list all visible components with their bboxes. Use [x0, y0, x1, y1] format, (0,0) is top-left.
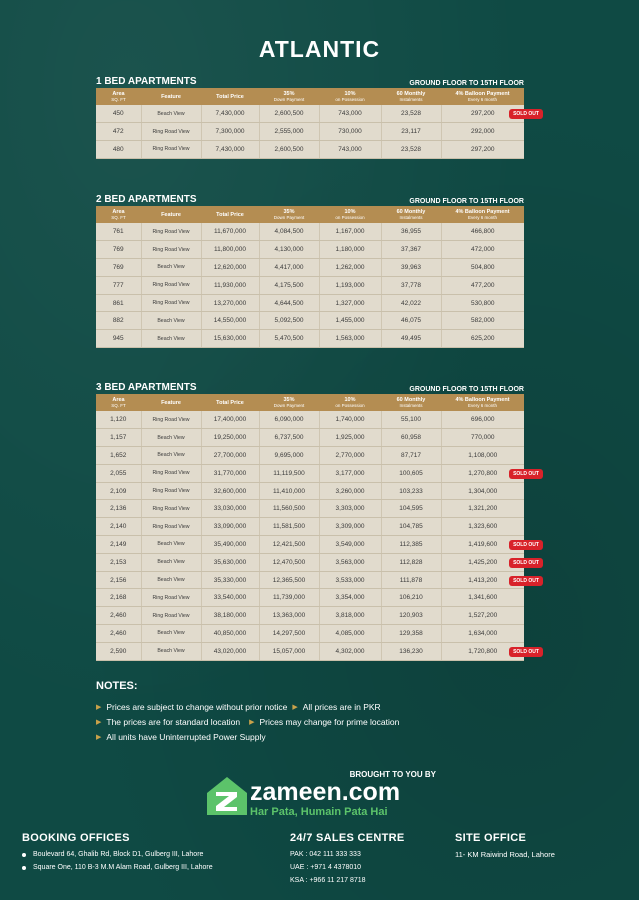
cell-down: 5,470,500	[259, 330, 319, 348]
cell-balloon	[441, 536, 539, 554]
cell-inst: 36,955	[381, 223, 441, 241]
table-row	[96, 447, 524, 465]
cell-balloon	[441, 241, 524, 259]
note-line	[96, 699, 399, 714]
note-item: The prices are for standard location	[106, 716, 241, 727]
col-feature: Feature	[141, 394, 201, 411]
cell-inst: 104,785	[381, 518, 441, 536]
table-row	[96, 518, 524, 536]
cell-down: 4,417,000	[259, 259, 319, 277]
table-header-row	[96, 88, 524, 105]
cell-down: 4,084,500	[259, 223, 319, 241]
table-header-row	[96, 206, 524, 223]
sold-out-badge: SOLD OUT	[509, 469, 543, 479]
cell-area: 769	[96, 259, 141, 277]
cell-feature: Beach View	[141, 259, 201, 277]
sold-out-badge: SOLD OUT	[509, 109, 543, 119]
cell-balloon-value: 504,800	[471, 263, 495, 271]
cell-poss: 3,309,000	[319, 518, 381, 536]
floor-range: GROUND FLOOR TO 15TH FLOOR	[409, 386, 524, 393]
cell-balloon-value: 466,800	[471, 228, 495, 236]
cell-down: 5,092,500	[259, 312, 319, 330]
cell-down: 6,737,500	[259, 429, 319, 447]
cell-total: 40,850,000	[201, 625, 259, 643]
cell-inst: 23,528	[381, 105, 441, 123]
cell-down: 13,363,000	[259, 607, 319, 625]
triangle-bullet-icon: ▶	[292, 703, 298, 711]
cell-balloon-value: 1,270,800	[468, 469, 498, 477]
cell-poss: 743,000	[319, 141, 381, 159]
cell-area: 1,120	[96, 411, 141, 429]
cell-area: 761	[96, 223, 141, 241]
cell-balloon	[441, 447, 524, 465]
cell-total: 33,030,000	[201, 500, 259, 518]
cell-down: 2,555,000	[259, 123, 319, 141]
col-possession: 10% on Possession	[319, 394, 381, 411]
section-title: 2 BED APARTMENTS	[96, 194, 197, 205]
cell-area: 882	[96, 312, 141, 330]
floor-range: GROUND FLOOR TO 15TH FLOOR	[409, 80, 524, 87]
table-row	[96, 464, 524, 482]
cell-total: 13,270,000	[201, 294, 259, 312]
section-header	[96, 191, 524, 205]
cell-feature: Ring Road View	[141, 482, 201, 500]
col-area: Area SQ. FT	[96, 206, 141, 223]
section-title: 1 BED APARTMENTS	[96, 76, 197, 87]
cell-poss: 4,085,000	[319, 625, 381, 643]
sales-title: 24/7 SALES CENTRE	[290, 832, 405, 844]
table-row	[96, 642, 524, 660]
cell-down: 15,057,000	[259, 642, 319, 660]
cell-area: 2,149	[96, 536, 141, 554]
cell-down: 11,410,000	[259, 482, 319, 500]
cell-total: 12,620,000	[201, 259, 259, 277]
booking-address-text: Boulevard 64, Ghalib Rd, Block D1, Gulberg III, Lahore	[33, 851, 204, 858]
cell-poss: 1,925,000	[319, 429, 381, 447]
cell-total: 14,550,000	[201, 312, 259, 330]
notes-section	[96, 680, 399, 744]
table-row	[96, 241, 524, 259]
cell-inst: 103,233	[381, 482, 441, 500]
cell-total: 33,540,000	[201, 589, 259, 607]
cell-feature: Ring Road View	[141, 411, 201, 429]
cell-feature: Beach View	[141, 571, 201, 589]
section-header	[96, 73, 524, 87]
apartment-section	[96, 191, 524, 348]
cell-down: 11,581,500	[259, 518, 319, 536]
cell-total: 7,430,000	[201, 141, 259, 159]
cell-balloon	[441, 276, 524, 294]
cell-feature: Ring Road View	[141, 607, 201, 625]
table-row	[96, 223, 524, 241]
booking-title: BOOKING OFFICES	[22, 832, 130, 844]
cell-area: 450	[96, 105, 141, 123]
triangle-bullet-icon: ▶	[96, 733, 102, 741]
cell-down: 12,365,500	[259, 571, 319, 589]
cell-feature: Beach View	[141, 625, 201, 643]
table-row	[96, 411, 524, 429]
col-instalments: 60 Monthly Instalments	[381, 394, 441, 411]
cell-feature: Beach View	[141, 429, 201, 447]
cell-balloon	[441, 553, 539, 571]
cell-balloon	[441, 105, 539, 123]
cell-feature: Beach View	[141, 642, 201, 660]
cell-total: 11,800,000	[201, 241, 259, 259]
table-row	[96, 429, 524, 447]
cell-total: 33,090,000	[201, 518, 259, 536]
cell-area: 2,153	[96, 553, 141, 571]
cell-balloon	[441, 411, 524, 429]
cell-total: 35,330,000	[201, 571, 259, 589]
col-area: Area SQ. FT	[96, 394, 141, 411]
cell-poss: 1,455,000	[319, 312, 381, 330]
cell-inst: 112,385	[381, 536, 441, 554]
brand-name: zameen.com	[250, 778, 401, 806]
cell-total: 35,630,000	[201, 553, 259, 571]
col-possession: 10% on Possession	[319, 206, 381, 223]
cell-area: 2,168	[96, 589, 141, 607]
cell-poss: 3,549,000	[319, 536, 381, 554]
cell-feature: Ring Road View	[141, 518, 201, 536]
cell-poss: 743,000	[319, 105, 381, 123]
cell-area: 861	[96, 294, 141, 312]
cell-area: 945	[96, 330, 141, 348]
cell-feature: Beach View	[141, 330, 201, 348]
cell-feature: Ring Road View	[141, 276, 201, 294]
cell-balloon	[441, 464, 539, 482]
cell-feature: Beach View	[141, 447, 201, 465]
cell-total: 38,180,000	[201, 607, 259, 625]
page-title: ATLANTIC	[258, 36, 381, 62]
table-row	[96, 123, 524, 141]
cell-feature: Ring Road View	[141, 500, 201, 518]
cell-down: 11,119,500	[259, 464, 319, 482]
col-total: Total Price	[201, 88, 259, 105]
cell-feature: Ring Road View	[141, 223, 201, 241]
cell-down: 9,695,000	[259, 447, 319, 465]
cell-area: 2,055	[96, 464, 141, 482]
cell-feature: Ring Road View	[141, 123, 201, 141]
cell-balloon-value: 696,000	[471, 416, 495, 424]
cell-balloon-value: 1,634,000	[468, 629, 498, 637]
table-row	[96, 482, 524, 500]
cell-poss: 3,563,000	[319, 553, 381, 571]
price-table	[96, 88, 539, 159]
cell-poss: 2,770,000	[319, 447, 381, 465]
cell-balloon-value: 1,419,600	[468, 540, 498, 548]
cell-poss: 3,260,000	[319, 482, 381, 500]
cell-balloon	[441, 429, 524, 447]
col-down: 35% Down Payment	[259, 394, 319, 411]
cell-poss: 1,193,000	[319, 276, 381, 294]
cell-total: 7,300,000	[201, 123, 259, 141]
cell-area: 2,590	[96, 642, 141, 660]
table-row	[96, 294, 524, 312]
cell-down: 4,644,500	[259, 294, 319, 312]
col-down: 35% Down Payment	[259, 206, 319, 223]
cell-feature: Beach View	[141, 105, 201, 123]
cell-total: 35,490,000	[201, 536, 259, 554]
col-feature: Feature	[141, 206, 201, 223]
cell-balloon-value: 1,108,000	[468, 451, 498, 459]
site-office	[455, 832, 555, 861]
cell-balloon-value: 1,413,200	[468, 576, 498, 584]
col-down: 35% Down Payment	[259, 88, 319, 105]
col-feature: Feature	[141, 88, 201, 105]
cell-poss: 3,177,000	[319, 464, 381, 482]
cell-total: 27,700,000	[201, 447, 259, 465]
sales-phone: PAK : 042 111 333 333	[290, 851, 361, 858]
table-row	[96, 330, 524, 348]
cell-poss: 1,563,000	[319, 330, 381, 348]
cell-balloon	[441, 259, 524, 277]
cell-feature: Ring Road View	[141, 241, 201, 259]
cell-balloon	[441, 642, 539, 660]
cell-inst: 39,963	[381, 259, 441, 277]
cell-down: 4,175,500	[259, 276, 319, 294]
col-total: Total Price	[201, 206, 259, 223]
table-row	[96, 276, 524, 294]
table-row	[96, 141, 524, 159]
cell-total: 11,930,000	[201, 276, 259, 294]
cell-balloon	[441, 294, 524, 312]
cell-down: 4,130,000	[259, 241, 319, 259]
cell-inst: 49,495	[381, 330, 441, 348]
cell-total: 7,430,000	[201, 105, 259, 123]
dot-bullet-icon	[22, 853, 26, 857]
cell-balloon-value: 1,341,600	[468, 594, 498, 602]
cell-balloon-value: 1,527,200	[468, 612, 498, 620]
col-balloon: 4% Balloon Payment Every 6 month	[441, 88, 524, 105]
table-row	[96, 312, 524, 330]
cell-area: 1,652	[96, 447, 141, 465]
cell-inst: 87,717	[381, 447, 441, 465]
cell-inst: 55,100	[381, 411, 441, 429]
sales-phone: UAE : +971 4 4378010	[290, 864, 362, 871]
cell-area: 2,140	[96, 518, 141, 536]
cell-balloon	[441, 330, 524, 348]
notes-title: NOTES:	[96, 680, 138, 692]
cell-balloon-value: 530,800	[471, 299, 495, 307]
apartment-section	[96, 379, 539, 661]
cell-balloon-value: 1,425,200	[468, 558, 498, 566]
cell-balloon-value: 770,000	[471, 434, 495, 442]
cell-area: 769	[96, 241, 141, 259]
cell-feature: Beach View	[141, 312, 201, 330]
cell-total: 15,630,000	[201, 330, 259, 348]
cell-balloon	[441, 141, 524, 159]
cell-balloon	[441, 625, 524, 643]
cell-balloon-value: 625,200	[471, 335, 495, 343]
cell-area: 2,109	[96, 482, 141, 500]
cell-balloon	[441, 518, 524, 536]
cell-balloon	[441, 482, 524, 500]
cell-inst: 100,605	[381, 464, 441, 482]
cell-feature: Beach View	[141, 553, 201, 571]
cell-inst: 37,367	[381, 241, 441, 259]
brand-tagline: Har Pata, Humain Pata Hai	[250, 806, 388, 818]
cell-balloon	[441, 312, 524, 330]
note-line	[96, 714, 399, 729]
cell-inst: 136,230	[381, 642, 441, 660]
cell-inst: 120,903	[381, 607, 441, 625]
sold-out-badge: SOLD OUT	[509, 647, 543, 657]
cell-inst: 112,828	[381, 553, 441, 571]
sold-out-badge: SOLD OUT	[509, 540, 543, 550]
cell-balloon-value: 477,200	[471, 281, 495, 289]
cell-balloon-value: 297,200	[471, 110, 495, 118]
triangle-bullet-icon: ▶	[96, 703, 102, 711]
table-row	[96, 571, 524, 589]
cell-inst: 37,778	[381, 276, 441, 294]
table-header-row	[96, 394, 524, 411]
table-row	[96, 589, 524, 607]
price-table	[96, 394, 539, 661]
cell-balloon-value: 1,304,000	[468, 487, 498, 495]
sold-out-badge: SOLD OUT	[509, 576, 543, 586]
note-item: Prices are subject to change without prior notice	[106, 701, 288, 712]
cell-total: 19,250,000	[201, 429, 259, 447]
cell-balloon	[441, 223, 524, 241]
section-title: 3 BED APARTMENTS	[96, 382, 197, 393]
booking-address-text: Square One, 110 B-3 M.M Alam Road, Gulberg III, Lahore	[33, 864, 213, 871]
cell-down: 14,297,500	[259, 625, 319, 643]
col-possession: 10% on Possession	[319, 88, 381, 105]
cell-down: 2,600,500	[259, 141, 319, 159]
table-row	[96, 553, 524, 571]
price-table	[96, 206, 524, 348]
cell-poss: 4,302,000	[319, 642, 381, 660]
booking-offices	[22, 832, 213, 874]
floor-range: GROUND FLOOR TO 15TH FLOOR	[409, 198, 524, 205]
cell-inst: 23,117	[381, 123, 441, 141]
cell-feature: Beach View	[141, 536, 201, 554]
cell-poss: 3,533,000	[319, 571, 381, 589]
zameen-logo-icon	[206, 776, 248, 816]
table-row	[96, 625, 524, 643]
apartment-section	[96, 73, 539, 159]
col-instalments: 60 Monthly Instalments	[381, 88, 441, 105]
cell-feature: Ring Road View	[141, 589, 201, 607]
cell-balloon	[441, 607, 524, 625]
cell-inst: 42,022	[381, 294, 441, 312]
cell-poss: 730,000	[319, 123, 381, 141]
sales-phone: KSA : +966 11 217 8718	[290, 877, 366, 884]
table-row	[96, 105, 524, 123]
triangle-bullet-icon: ▶	[96, 718, 102, 726]
cell-feature: Ring Road View	[141, 294, 201, 312]
cell-total: 17,400,000	[201, 411, 259, 429]
brought-to-you-label: BROUGHT TO YOU BY	[349, 770, 436, 779]
sales-centre	[290, 832, 405, 887]
note-item: Prices may change for prime location	[259, 716, 400, 727]
cell-balloon-value: 472,000	[471, 246, 495, 254]
cell-inst: 129,358	[381, 625, 441, 643]
cell-area: 2,156	[96, 571, 141, 589]
table-row	[96, 607, 524, 625]
cell-inst: 111,878	[381, 571, 441, 589]
cell-total: 31,770,000	[201, 464, 259, 482]
cell-balloon-value: 292,000	[471, 128, 495, 136]
cell-balloon	[441, 500, 524, 518]
cell-balloon-value: 582,000	[471, 317, 495, 325]
cell-poss: 3,303,000	[319, 500, 381, 518]
cell-area: 777	[96, 276, 141, 294]
triangle-bullet-icon: ▶	[249, 718, 255, 726]
cell-down: 11,560,500	[259, 500, 319, 518]
col-balloon: 4% Balloon Payment Every 6 month	[441, 206, 524, 223]
cell-inst: 104,595	[381, 500, 441, 518]
cell-balloon	[441, 589, 524, 607]
note-line	[96, 729, 399, 744]
col-total: Total Price	[201, 394, 259, 411]
cell-area: 2,460	[96, 625, 141, 643]
note-item: All prices are in PKR	[302, 701, 381, 712]
cell-poss: 1,180,000	[319, 241, 381, 259]
table-row	[96, 536, 524, 554]
cell-feature: Ring Road View	[141, 464, 201, 482]
cell-inst: 106,210	[381, 589, 441, 607]
cell-balloon-value: 1,321,200	[468, 505, 498, 513]
sold-out-badge: SOLD OUT	[509, 558, 543, 568]
cell-poss: 3,818,000	[319, 607, 381, 625]
cell-feature: Ring Road View	[141, 141, 201, 159]
cell-down: 12,421,500	[259, 536, 319, 554]
cell-poss: 1,262,000	[319, 259, 381, 277]
cell-poss: 1,327,000	[319, 294, 381, 312]
col-area: Area SQ. FT	[96, 88, 141, 105]
dot-bullet-icon	[22, 866, 26, 870]
site-title: SITE OFFICE	[455, 832, 527, 844]
note-item: All units have Uninterrupted Power Supply	[106, 731, 266, 742]
cell-poss: 1,167,000	[319, 223, 381, 241]
cell-down: 12,470,500	[259, 553, 319, 571]
cell-inst: 46,075	[381, 312, 441, 330]
cell-area: 1,157	[96, 429, 141, 447]
table-row	[96, 500, 524, 518]
booking-address	[22, 848, 213, 861]
cell-total: 11,670,000	[201, 223, 259, 241]
booking-address	[22, 861, 213, 874]
cell-area: 2,136	[96, 500, 141, 518]
cell-inst: 23,528	[381, 141, 441, 159]
cell-balloon	[441, 571, 539, 589]
cell-down: 2,600,500	[259, 105, 319, 123]
cell-down: 11,739,000	[259, 589, 319, 607]
cell-balloon-value: 297,200	[471, 145, 495, 153]
table-row	[96, 259, 524, 277]
cell-balloon-value: 1,323,600	[468, 523, 498, 531]
cell-down: 6,090,000	[259, 411, 319, 429]
cell-inst: 60,958	[381, 429, 441, 447]
cell-area: 472	[96, 123, 141, 141]
cell-area: 2,460	[96, 607, 141, 625]
cell-poss: 1,740,000	[319, 411, 381, 429]
cell-area: 480	[96, 141, 141, 159]
cell-balloon-value: 1,720,800	[468, 647, 498, 655]
cell-total: 43,020,000	[201, 642, 259, 660]
col-instalments: 60 Monthly Instalments	[381, 206, 441, 223]
site-address: 11- KM Raiwind Road, Lahore	[455, 850, 555, 859]
section-header	[96, 379, 524, 393]
cell-total: 32,600,000	[201, 482, 259, 500]
col-balloon: 4% Balloon Payment Every 6 month	[441, 394, 524, 411]
cell-poss: 3,354,000	[319, 589, 381, 607]
cell-balloon	[441, 123, 524, 141]
